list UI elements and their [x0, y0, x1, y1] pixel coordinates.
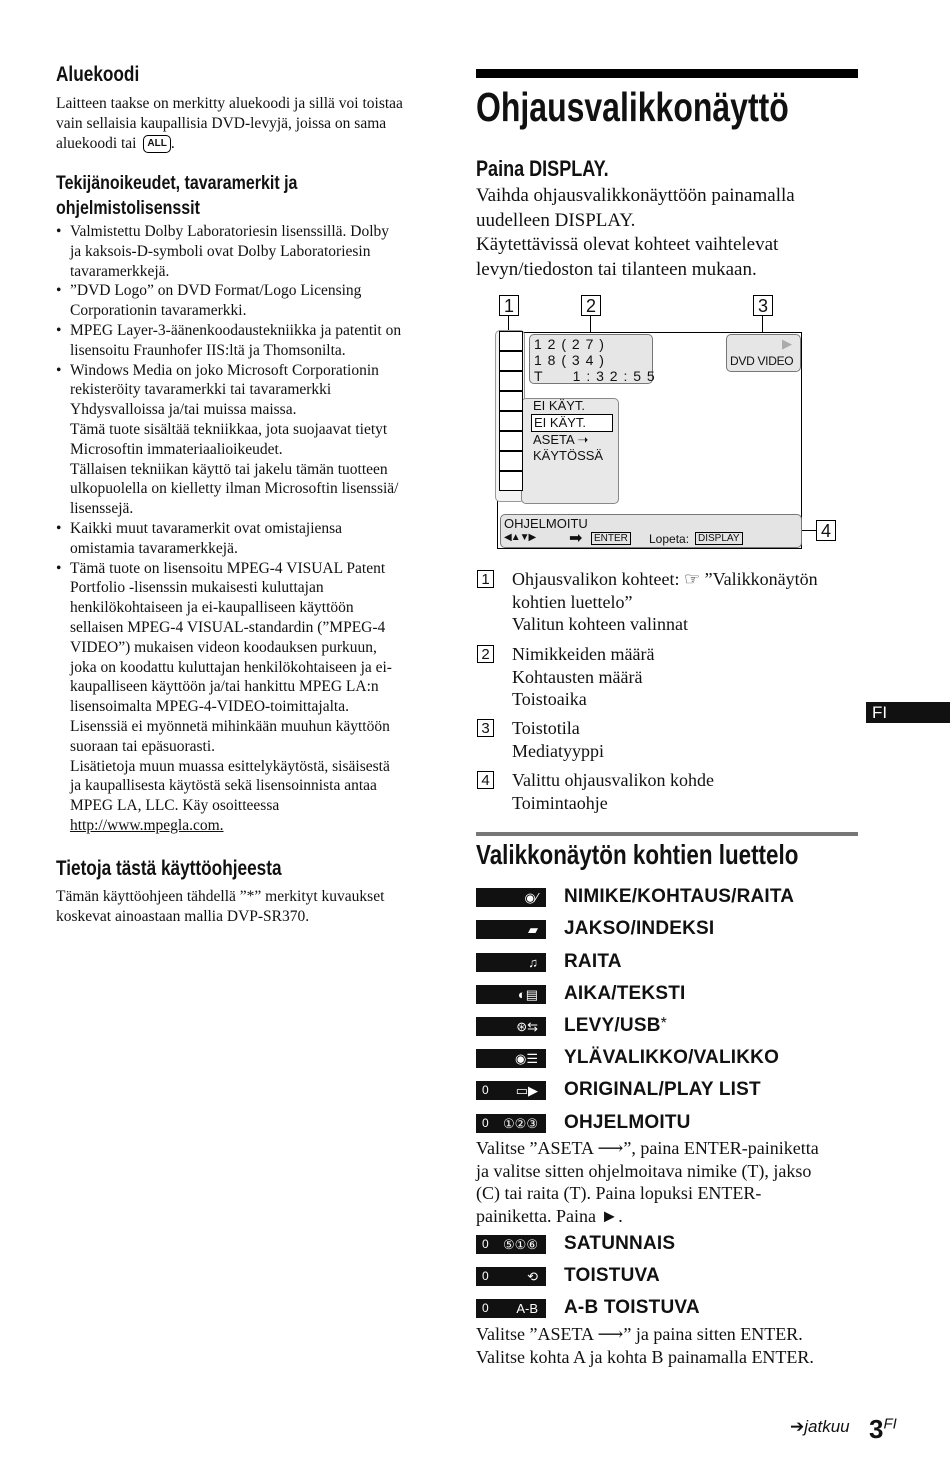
menu-list-item	[476, 953, 876, 973]
menu-list-item	[476, 920, 876, 940]
menu-icon-slot	[499, 451, 523, 471]
chapter-icon: ▰	[476, 920, 546, 939]
title-icon: ◉⁄	[476, 888, 546, 907]
text-line: • ”DVD Logo” on DVD Format/Logo Licensing	[70, 282, 362, 300]
text-line: henkilökohtaiseen ja ei-kaupalliseen käyttöön	[70, 599, 354, 617]
program-icon: 0 ①②③	[476, 1114, 546, 1133]
option-item-selected: EI KÄYT.	[531, 414, 613, 432]
license-bullet	[56, 519, 446, 559]
menu-item-label: AIKA/TEKSTI	[564, 983, 686, 1004]
menu-list-item	[476, 888, 876, 908]
text-line: Kohtausten määrä	[512, 666, 643, 687]
media-box	[726, 334, 801, 372]
text-line: rekisteröity tavaramerkki tai tavaramerkki	[70, 381, 332, 399]
control-menu-screen-illustration	[495, 294, 845, 554]
option-item: EI KÄYT.	[533, 398, 586, 413]
title-count: 1 2 ( 2 7 )	[534, 336, 605, 352]
copyright-heading: Tekijänoikeudet, tavaramerkit ja ohjelmistolisenssit	[56, 172, 298, 219]
aluekoodi-heading: Aluekoodi	[56, 63, 140, 86]
text-line: VIDEO”) mukaisen videon koodauksen purkuun,	[70, 638, 377, 656]
text-line: ja kaupallisesta käytöstä sekä lisensoinnista antaa	[70, 777, 377, 795]
options-list	[533, 398, 613, 464]
ab-note	[476, 1323, 876, 1368]
text-line: suoraan tai epäsuorasti.	[70, 737, 216, 755]
menu-list-item	[476, 1114, 876, 1134]
text-line: • Tämä tuote on lisensoitu MPEG-4 VISUAL Patent	[70, 559, 386, 577]
text-line: ja kaksois-D-symboli ovat Dolby Laboratoriesin	[70, 242, 371, 260]
license-bullet	[56, 281, 446, 321]
play-time: T 1 : 3 2 : 5 5	[534, 368, 656, 384]
menu-icon-slot	[499, 431, 523, 451]
text-line: kohtien luettelo”	[512, 591, 633, 612]
text-line: Valittu ohjausvalikon kohde	[512, 770, 714, 790]
text-line: Valitun kohteen valinnat	[512, 614, 688, 634]
license-bullet	[56, 321, 446, 361]
menu-list-heading: Valikkonäytön kohtien luettelo	[476, 839, 799, 870]
shuffle-icon: 0 ⑤①⑥	[476, 1235, 546, 1254]
program-note	[476, 1137, 876, 1227]
disc-usb-icon: ⊛⇆	[476, 1017, 546, 1036]
text-line: Toimintaohje	[512, 792, 608, 813]
text-line: Corporationin tavaramerkki.	[70, 302, 247, 320]
enter-key-label: ENTER	[591, 532, 631, 545]
music-note-icon: ♫	[476, 953, 546, 972]
text-line: • Valmistettu Dolby Laboratoriesin lisenssillä. Dolby	[70, 223, 389, 240]
menu-list-item	[476, 1081, 876, 1101]
language-tab: FI	[866, 702, 950, 723]
menu-list-item	[476, 1267, 876, 1287]
menu-list-item	[476, 1049, 876, 1069]
aluekoodi-text	[56, 94, 446, 153]
text-line: • Windows Media on joko Microsoft Corporationin	[70, 361, 379, 379]
text-line: levyn/tiedoston tai tilanteen mukaan.	[476, 258, 757, 280]
manual-info-heading: Tietoja tästä käyttöohjeesta	[56, 857, 282, 880]
menu-list-item	[476, 985, 876, 1005]
text-line: Valitse kohta A ja kohta B painamalla ENTER.	[476, 1346, 814, 1367]
menu-icon-slot	[499, 331, 523, 351]
page-number: $3^{FI}$	[869, 1414, 897, 1444]
legend-number: 1	[477, 570, 494, 588]
text-line: Toistotila	[512, 718, 580, 738]
text-line: Lisätietoja muun muassa esittelykäytöstä, sisäisestä	[70, 757, 390, 775]
quit-label: Lopeta:	[649, 532, 690, 546]
text-line: Tällaisen tekniikan käyttö tai jakelu tämän tuotteen	[70, 460, 388, 478]
menu-list-item	[476, 1017, 876, 1037]
menu-item-label: A-B TOISTUVA	[564, 1297, 700, 1318]
text-line: sellaisen MPEG-4 VISUAL-standardin (”MPEG-4	[70, 618, 386, 636]
text-line: Toistoaika	[512, 689, 587, 709]
legend-number: 4	[477, 771, 494, 789]
section-rule	[476, 832, 858, 836]
time-icon: ◐▤	[476, 985, 546, 1004]
text-line: (C) tai raita (T). Paina lopuksi ENTER-	[476, 1183, 762, 1203]
text-line: lisenssejä.	[70, 500, 134, 518]
text-line: lisensoitu Fraunhofer IIS:ltä ja Thomsonilta.	[70, 341, 346, 359]
text-line: Ohjausvalikon kohteet: ☞ ”Valikkonäytön	[512, 569, 818, 589]
callout-3: 3	[753, 295, 773, 316]
text-line: vain sellaisia kaupallisia DVD-levyjä, joissa on sama	[56, 114, 387, 132]
menu-item-label: TOISTUVA	[564, 1265, 660, 1286]
menu-icon-slot	[499, 351, 523, 371]
menu-list-item	[476, 1299, 876, 1319]
continued-note: ➔jatkuu	[790, 1417, 850, 1436]
menu-icon-slot	[499, 471, 523, 491]
option-item: ASETA ➝	[533, 432, 589, 447]
text-line: koskevat ainoastaan mallia DVP-SR370.	[56, 907, 310, 925]
menu-item-label: RAITA	[564, 951, 622, 972]
info-box	[529, 334, 656, 384]
text-line: uudelleen DISPLAY.	[476, 209, 636, 231]
text-line: Tämän käyttöohjeen tähdellä ”*” merkityt kuvaukset	[56, 888, 385, 905]
legend-number: 3	[477, 719, 494, 737]
display-key-label: DISPLAY	[695, 532, 743, 545]
text-line: painiketta. Paina ►.	[476, 1205, 623, 1226]
text-line: Nimikkeiden määrä	[512, 644, 655, 664]
menu-item-label: JAKSO/INDEKSI	[564, 918, 715, 939]
text-line: kaupalliseen käyttöön ja/tai hankittu MPEG LA:n	[70, 678, 379, 696]
page-title: Ohjausvalikkonäyttö	[476, 84, 789, 130]
menu-icon-slot	[499, 391, 523, 411]
text-line: • Kaikki muut tavaramerkit ovat omistajiensa	[70, 519, 343, 537]
text-line: Yhdysvalloissa ja/tai muissa maissa.	[70, 401, 297, 419]
license-list	[56, 222, 446, 836]
text-line: • MPEG Layer-3-äänenkoodaustekniikka ja patentit on	[70, 321, 402, 339]
media-type: DVD VIDEO	[730, 354, 794, 368]
arrow-keys-icon: ◀▲▼▶	[504, 532, 536, 543]
text-line: Valitse ”ASETA ⟶” ja paina sitten ENTER.	[476, 1324, 803, 1344]
arrow-right-icon: ➔	[790, 1417, 805, 1436]
title-rule	[476, 69, 858, 78]
menu-item-label: ORIGINAL/PLAY LIST	[564, 1079, 761, 1100]
menu-icon-slot	[499, 371, 523, 391]
arrow-right-icon: ➡	[569, 530, 583, 547]
text-line: lisensoimalta MPEG-4-VIDEO-toimittajalta.	[70, 698, 349, 716]
manual-info-text	[56, 887, 446, 927]
license-bullet	[56, 361, 446, 519]
text-line: tavaramerkkejä.	[70, 262, 170, 280]
menu-item-label: YLÄVALIKKO/VALIKKO	[564, 1047, 780, 1068]
text-line: Valitse ”ASETA ⟶”, paina ENTER-painiketta	[476, 1138, 819, 1158]
callout-1: 1	[499, 295, 519, 316]
region-all-icon: ALL	[143, 135, 170, 153]
menu-item-label: LEVY/USB*	[564, 1015, 668, 1036]
text-line: Laitteen taakse on merkitty aluekoodi ja sillä voi toistaa	[56, 95, 403, 112]
text-line: Lisenssiä ei myönnetä mihinkään muuhun käyttöön	[70, 717, 390, 735]
text-line: Käytettävissä olevat kohteet vaihtelevat	[476, 234, 779, 255]
text-line: omistamia tavaramerkkejä.	[70, 539, 238, 557]
text-line: Microsoftin immateriaalioikeudet.	[70, 440, 283, 458]
license-bullet	[56, 222, 446, 281]
repeat-icon: 0 ⟲	[476, 1267, 546, 1286]
intro-text	[476, 184, 876, 282]
callout-2: 2	[581, 295, 601, 316]
menu-item-label: NIMIKE/KOHTAUS/RAITA	[564, 886, 795, 907]
license-bullet	[56, 559, 446, 836]
status-bar	[500, 514, 802, 548]
text-line: ulkopuolella on kielletty ilman Microsoftin lisenssiä/	[70, 480, 399, 498]
text-line: Vaihda ohjausvalikkonäyttöön painamalla	[476, 185, 795, 206]
play-mode-icon: ▶	[782, 336, 792, 351]
mpegla-link: http://www.mpegla.com.	[70, 816, 224, 834]
text-line: aluekoodi tai ALL .	[56, 134, 175, 152]
menu-list-item	[476, 1235, 876, 1255]
text-line: Tämä tuote sisältää tekniikkaa, jota suojaavat tietyt	[70, 420, 388, 438]
text-line: Portfolio -lisenssin mukaisesti kuluttajan	[70, 579, 324, 597]
text-line: ja valitse sitten ohjelmoitava nimike (T), jakso	[476, 1160, 812, 1181]
text-line: MPEG LA, LLC. Käy osoitteessa	[70, 797, 280, 815]
status-title: OHJELMOITU	[504, 516, 588, 531]
menu-item-label: OHJELMOITU	[564, 1112, 691, 1133]
text-line: Mediatyyppi	[512, 740, 604, 761]
top-menu-icon: ◉☰	[476, 1049, 546, 1068]
menu-item-label: SATUNNAIS	[564, 1233, 676, 1254]
menu-icon-slot	[499, 411, 523, 431]
legend-number: 2	[477, 645, 494, 663]
text-line: joka on koodattu kuluttajan henkilökohtaiseen ja ei-	[70, 658, 392, 676]
press-display-heading: Paina DISPLAY.	[476, 156, 609, 181]
playlist-icon: 0 ▭▶	[476, 1081, 546, 1100]
callout-4: 4	[816, 520, 836, 541]
option-item: KÄYTÖSSÄ	[533, 448, 604, 463]
ab-repeat-icon: 0 A-B	[476, 1299, 546, 1318]
chapter-count: 1 8 ( 3 4 )	[534, 352, 605, 368]
